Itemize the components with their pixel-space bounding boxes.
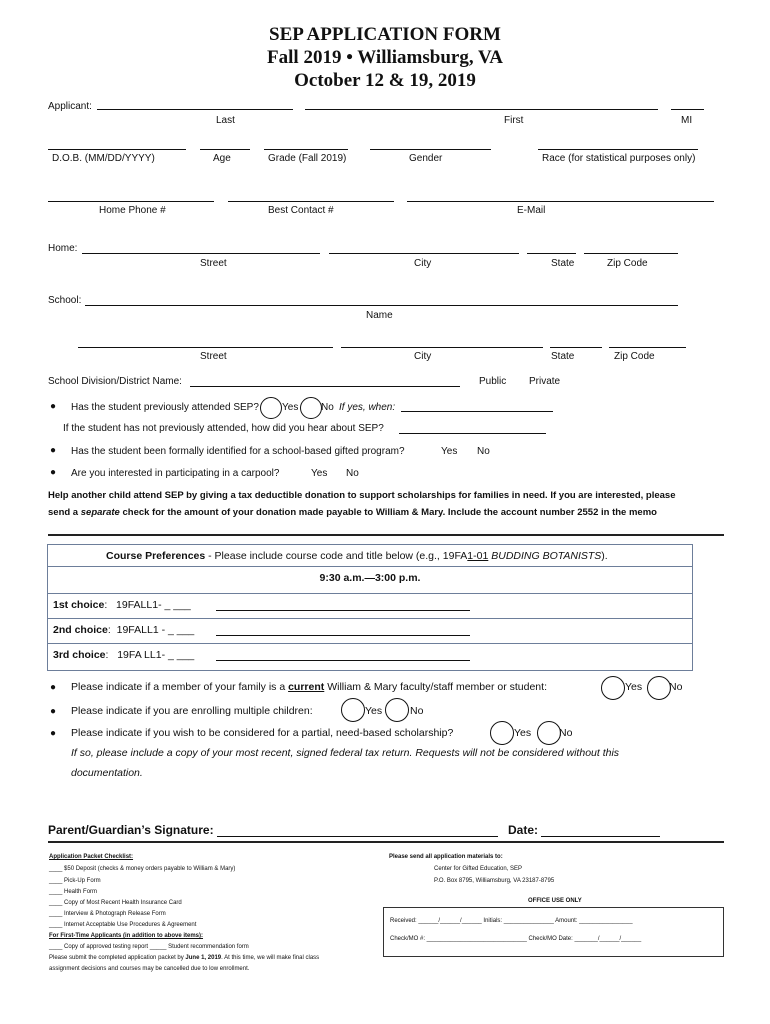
school-label: School:: [48, 295, 82, 306]
bullet-icon: ●: [50, 728, 57, 739]
row-divider: [48, 643, 692, 644]
race-field[interactable]: [538, 149, 698, 150]
applicant-label: Applicant:: [48, 101, 92, 112]
home-state-label: State: [551, 258, 575, 269]
school-zip-field[interactable]: [609, 347, 686, 348]
row-divider: [48, 593, 692, 594]
home-zip-label: Zip Code: [607, 258, 648, 269]
scholarship-no-circle[interactable]: [537, 721, 561, 745]
mi-label: MI: [681, 115, 693, 126]
row-divider: [48, 618, 692, 619]
school-name-field[interactable]: [85, 305, 678, 306]
mail-line-2: P.O. Box 8795, Williamsburg, VA 23187-8795: [434, 878, 555, 884]
division-field[interactable]: [190, 386, 460, 387]
home-zip-field[interactable]: [584, 253, 678, 254]
mail-label: Please send all application materials to:: [389, 854, 503, 860]
gender-label: Gender: [409, 153, 443, 164]
course-preferences-box: [47, 544, 693, 671]
choice-3-title-field[interactable]: [216, 660, 470, 661]
checklist-item: ____ Internet Acceptable Use Procedures & Agreement: [49, 922, 197, 928]
first-name-field[interactable]: [305, 109, 658, 110]
grade-field[interactable]: [264, 149, 348, 150]
family-no[interactable]: No: [669, 681, 683, 693]
email-field[interactable]: [407, 201, 714, 202]
choice-2-code: 19FALL1 - _ ___: [116, 624, 195, 636]
q-previous-sep: Has the student previously attended SEP?: [71, 402, 259, 413]
checklist-item: ____ Copy of Most Recent Health Insurance Card: [49, 900, 182, 906]
signature-label: Parent/Guardian’s Signature:: [48, 823, 214, 837]
best-contact-field[interactable]: [228, 201, 394, 202]
date-label: Date:: [508, 823, 539, 837]
family-yes-circle[interactable]: [601, 676, 625, 700]
private-option[interactable]: Private: [529, 376, 561, 387]
choice-1-code: 19FALL1- _ ___: [116, 599, 191, 611]
bullet-icon: ●: [50, 445, 57, 456]
checklist-item: ____ Interview & Photograph Release Form: [49, 911, 166, 917]
q1-no-circle[interactable]: [300, 397, 322, 419]
home-city-field[interactable]: [329, 253, 519, 254]
form-title: SEP APPLICATION FORM: [269, 24, 501, 45]
age-field[interactable]: [200, 149, 250, 150]
q-family-member: Please indicate if a member of your family is a current William & Mary faculty/staff member or student:: [71, 681, 547, 693]
home-street-field[interactable]: [82, 253, 320, 254]
mail-line-1: Center for Gifted Education, SEP: [434, 866, 523, 872]
q-gifted: Has the student been formally identified for a school-based gifted program?: [71, 446, 405, 457]
q-scholarship: Please indicate if you wish to be considered for a partial, need-based scholarship?: [71, 727, 454, 739]
section-divider: [48, 841, 724, 843]
email-label: E-Mail: [517, 205, 546, 216]
mi-field[interactable]: [671, 109, 704, 110]
school-state-field[interactable]: [550, 347, 602, 348]
dob-label: D.O.B. (MM/DD/YYYY): [52, 153, 155, 164]
scholarship-note-2: documentation.: [71, 767, 143, 779]
q1-ifyes-label: If yes, when:: [339, 402, 396, 413]
choice-2-title-field[interactable]: [216, 635, 470, 636]
choice-3-row: 3rd choice: 19FA LL1- _ ___: [53, 649, 195, 661]
submit-note-1: Please submit the completed application packet by June 1, 2019. At this time, we will make final class: [49, 955, 320, 961]
first-label: First: [504, 115, 524, 126]
scholarship-yes-circle[interactable]: [490, 721, 514, 745]
multiple-yes-circle[interactable]: [341, 698, 365, 722]
scholarship-no[interactable]: No: [559, 727, 573, 739]
gender-field[interactable]: [370, 149, 491, 150]
first-time-item: ____ Copy of approved testing report _____ Student recommendation form: [49, 944, 249, 950]
office-title: OFFICE USE ONLY: [528, 898, 582, 904]
last-name-field[interactable]: [97, 109, 293, 110]
donation-text-1: Help another child attend SEP by giving a tax deductible donation to support scholarships for families in need. If you are interested, please: [48, 490, 676, 501]
school-zip-label: Zip Code: [614, 351, 655, 362]
age-label: Age: [213, 153, 231, 164]
office-check: Check/MO #: ______________________________ Check/MO Date: _______/______/______: [390, 936, 642, 942]
school-state-label: State: [551, 351, 575, 362]
checklist-item: ____ Pick-Up Form: [49, 878, 101, 884]
multiple-yes[interactable]: Yes: [365, 705, 383, 717]
first-time-title: For First-Time Applicants (in addition to above items):: [49, 933, 204, 939]
choice-2-row: 2nd choice: 19FALL1 - _ ___: [53, 624, 195, 636]
bullet-icon: ●: [50, 467, 57, 478]
course-time: 9:30 a.m.—3:00 p.m.: [319, 572, 421, 584]
donation-text-2: send a separate check for the amount of your donation made payable to William & Mary. Include the account number 2552 in the memo: [48, 507, 657, 518]
q3-no[interactable]: No: [346, 468, 359, 479]
school-city-field[interactable]: [341, 347, 543, 348]
date-field[interactable]: [541, 836, 660, 837]
family-no-circle[interactable]: [647, 676, 671, 700]
public-option[interactable]: Public: [479, 376, 507, 387]
signature-field[interactable]: [217, 836, 498, 837]
checklist-title: Application Packet Checklist:: [49, 854, 134, 860]
q1-yes[interactable]: Yes: [282, 402, 299, 413]
home-phone-field[interactable]: [48, 201, 214, 202]
choice-1-title-field[interactable]: [216, 610, 470, 611]
dob-field[interactable]: [48, 149, 186, 150]
q2-yes[interactable]: Yes: [441, 446, 458, 457]
home-city-label: City: [414, 258, 432, 269]
home-state-field[interactable]: [527, 253, 576, 254]
form-subtitle: Fall 2019 • Williamsburg, VA: [267, 47, 503, 68]
multiple-no-circle[interactable]: [385, 698, 409, 722]
race-label: Race (for statistical purposes only): [542, 153, 696, 164]
scholarship-note-1: If so, please include a copy of your most recent, signed federal tax return. Requests will not be considered without this: [71, 747, 620, 759]
q3-yes[interactable]: Yes: [311, 468, 328, 479]
grade-label: Grade (Fall 2019): [268, 153, 347, 164]
office-use-box: [383, 907, 724, 957]
home-label: Home:: [48, 243, 78, 254]
bullet-icon: ●: [50, 682, 57, 693]
submit-note-2: assignment decisions and courses may be cancelled due to low enrollment.: [49, 966, 250, 972]
office-received: Received: ______/______/______ Initials: _______________ Amount: ________________: [390, 918, 633, 924]
bullet-icon: ●: [50, 401, 57, 412]
q-carpool: Are you interested in participating in a carpool?: [71, 468, 280, 479]
section-divider: [48, 534, 724, 536]
home-street-label: Street: [200, 258, 227, 269]
how-heard-field[interactable]: [399, 433, 546, 434]
best-contact-label: Best Contact #: [268, 205, 334, 216]
row-divider: [48, 566, 692, 567]
scholarship-yes[interactable]: Yes: [514, 727, 532, 739]
last-label: Last: [216, 115, 235, 126]
q-how-heard: If the student has not previously attended, how did you hear about SEP?: [63, 423, 384, 434]
school-city-label: City: [414, 351, 432, 362]
choice-1-row: 1st choice: 19FALL1- _ ___: [53, 599, 191, 611]
multiple-no[interactable]: No: [410, 705, 424, 717]
q-multiple-children: Please indicate if you are enrolling multiple children:: [71, 705, 313, 717]
school-street-field[interactable]: [78, 347, 333, 348]
division-label: School Division/District Name:: [48, 376, 182, 387]
family-yes[interactable]: Yes: [625, 681, 643, 693]
choice-3-code: 19FA LL1- _ ___: [117, 649, 195, 661]
school-name-label: Name: [366, 310, 393, 321]
checklist-item: ____ Health Form: [49, 889, 98, 895]
checklist-item: ____ $50 Deposit (checks & money orders payable to William & Mary): [49, 866, 236, 872]
course-header: Course Preferences - Please include course code and title below (e.g., 19FA1-01 BUDDING BOTANISTS).: [106, 550, 608, 562]
q1-when-field[interactable]: [401, 411, 553, 412]
q1-no[interactable]: No: [321, 402, 334, 413]
q1-yes-circle[interactable]: [260, 397, 282, 419]
school-street-label: Street: [200, 351, 227, 362]
bullet-icon: ●: [50, 706, 57, 717]
q2-no[interactable]: No: [477, 446, 490, 457]
form-dates: October 12 & 19, 2019: [294, 70, 476, 91]
home-phone-label: Home Phone #: [99, 205, 166, 216]
